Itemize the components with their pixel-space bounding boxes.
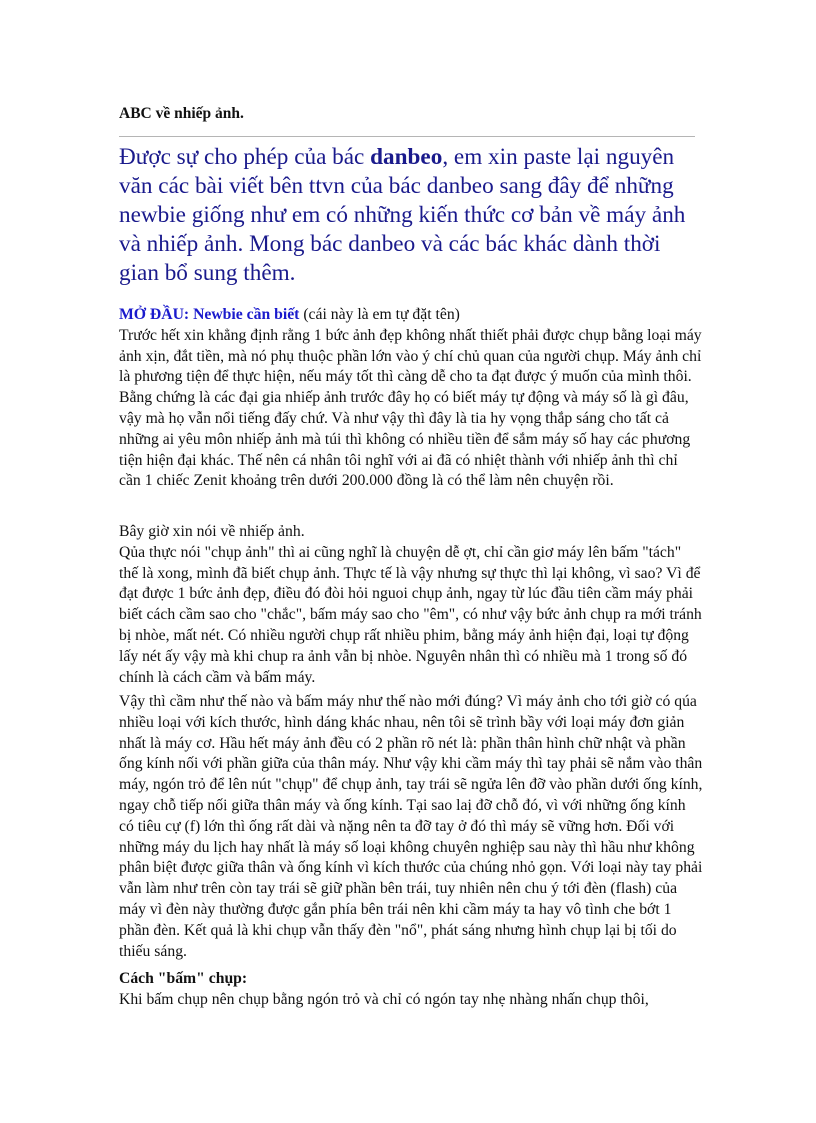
section-heading-line xyxy=(119,305,703,326)
section-holding-camera xyxy=(119,692,703,962)
section-pressing-shutter xyxy=(119,969,703,1011)
section-paragraph: Trước hết xin khẳng định rằng 1 bức ảnh đẹp không nhất thiết phải được chụp bằng loại máy ảnh xịn, đắt tiền, mà nó phụ thuộc phần lớn vào ý chí chủ quan của người chụp. Máy ảnh chỉ là phương tiện để thực hiện, nếu máy tốt thì càng dễ cho ta đạt được ý muốn của mình thôi. Bằng chứng là các đại gia nhiếp ảnh trước đây họ có biết máy tự động và máy số là gì đâu, vậy mà họ vẫn nổi tiếng đấy chứ. Và như vậy thì đây là tia hy vọng thắp sáng cho tất cả những ai yêu môn nhiếp ảnh mà túi thì không có nhiều tiền để sắm máy số hay các phương tiện hiện đại khác. Thế nên cá nhân tôi nghĩ với ai đã có nhiệt thành với nhiếp ảnh thì chỉ cần 1 chiếc Zenit khoảng trên dưới 200.000 đồng là có thể làm nên chuyện rồi. xyxy=(119,326,702,490)
intro-author-name: danbeo xyxy=(370,144,443,170)
document-title: ABC về nhiếp ảnh. xyxy=(119,105,244,122)
section-paragraph: Khi bấm chụp nên chụp bằng ngón trỏ và chỉ có ngón tay nhẹ nhàng nhấn chụp thôi, xyxy=(119,990,649,1008)
horizontal-rule xyxy=(119,136,695,137)
intro-text-after: , em xin paste lại nguyên văn các bài viết bên ttvn của bác danbeo sang đây để những newbie giống như em có những kiến thức cơ bản về máy ảnh và nhiếp ảnh. Mong bác danbeo và các bác khác dành thời gian bổ sung thêm. xyxy=(119,144,686,286)
section-paragraph: Qủa thực nói "chụp ảnh" thì ai cũng nghĩ là chuyện dễ ợt, chỉ cần giơ máy lên bấm "tách" thế là xong, mình đã biết chụp ảnh. Thực tế là vậy nhưng sự thực thì lại không, vì sao? Vì để đạt được 1 bức ảnh đẹp, điều đó đòi hỏi nguoi chụp ảnh, ngay từ lúc đầu tiên cầm máy phải biết cách cầm sao cho "chắc", bấm máy sao cho "êm", có như vậy bức ảnh chụp ra mới tránh bị nhòe, mất nét. Có nhiều người chụp rất nhiều phim, bằng máy ảnh hiện đại, loại tự động lấy nét ấy vậy mà khi chup ra ảnh vẫn bị nhòe. Nguyên nhân thì có nhiều mà 1 trong số đó chính là cách cầm và bấm máy. xyxy=(119,543,702,686)
section-about-photography xyxy=(119,522,703,688)
section-heading: Cách "bấm" chụp: xyxy=(119,970,248,987)
section-paragraph: Vậy thì cầm như thế nào và bấm máy như thế nào mới đúng? Vì máy ảnh cho tới giờ có qúa nhiều loại với kích thước, hình dáng khác nhau, nên tôi sẽ trình bầy với loại máy đơn giản nhất là máy cơ. Hầu hết máy ảnh đều có 2 phần rõ nét là: phần thân hình chữ nhật và phần ống kính nối với phần giữa của thân máy. Như vậy khi cầm máy thì tay phải sẽ nắm vào thân máy, ngón trỏ để lên nút "chụp" để chụp ảnh, tay trái sẽ ngửa lên đỡ vào phần dưới ống kính, ngay chỗ tiếp nối giữa thân máy và ống kính. Tại sao laị đỡ chỗ đó, vì với những ống kính có tiêu cự (f) lớn thì ống rất dài và nặng nên ta đỡ tay ở đó thì máy sẽ vững hơn. Đối với những máy du lịch hay nhất là máy số loại không chuyên nghiệp sau này thì hầu như không phân biệt được giữa thân và ống kính vì kích thước của chúng nhỏ gọn. Với loại này tay phải vẫn làm như trên còn tay trái sẽ giữ phần bên trái, tuy nhiên nên chu ý tới đèn (flash) của máy vì đèn này thường được gắn phía bên trái nên khi cầm máy ta hay vô tình che bớt 1 phần đèn. Kết quả là khi chụp vẫn thấy đèn "nổ", phát sáng nhưng hình chụp lại bị tối do thiếu sáng. xyxy=(119,693,703,960)
section-lead-line: Bây giờ xin nói về nhiếp ảnh. xyxy=(119,523,305,540)
intro-text-before: Được sự cho phép của bác xyxy=(119,144,371,170)
section-heading-note: (cái này là em tự đặt tên) xyxy=(299,306,460,323)
intro-paragraph xyxy=(119,143,703,288)
section-intro-newbie xyxy=(119,305,703,492)
section-heading: MỞ ĐẦU: Newbie cần biết xyxy=(119,306,300,323)
